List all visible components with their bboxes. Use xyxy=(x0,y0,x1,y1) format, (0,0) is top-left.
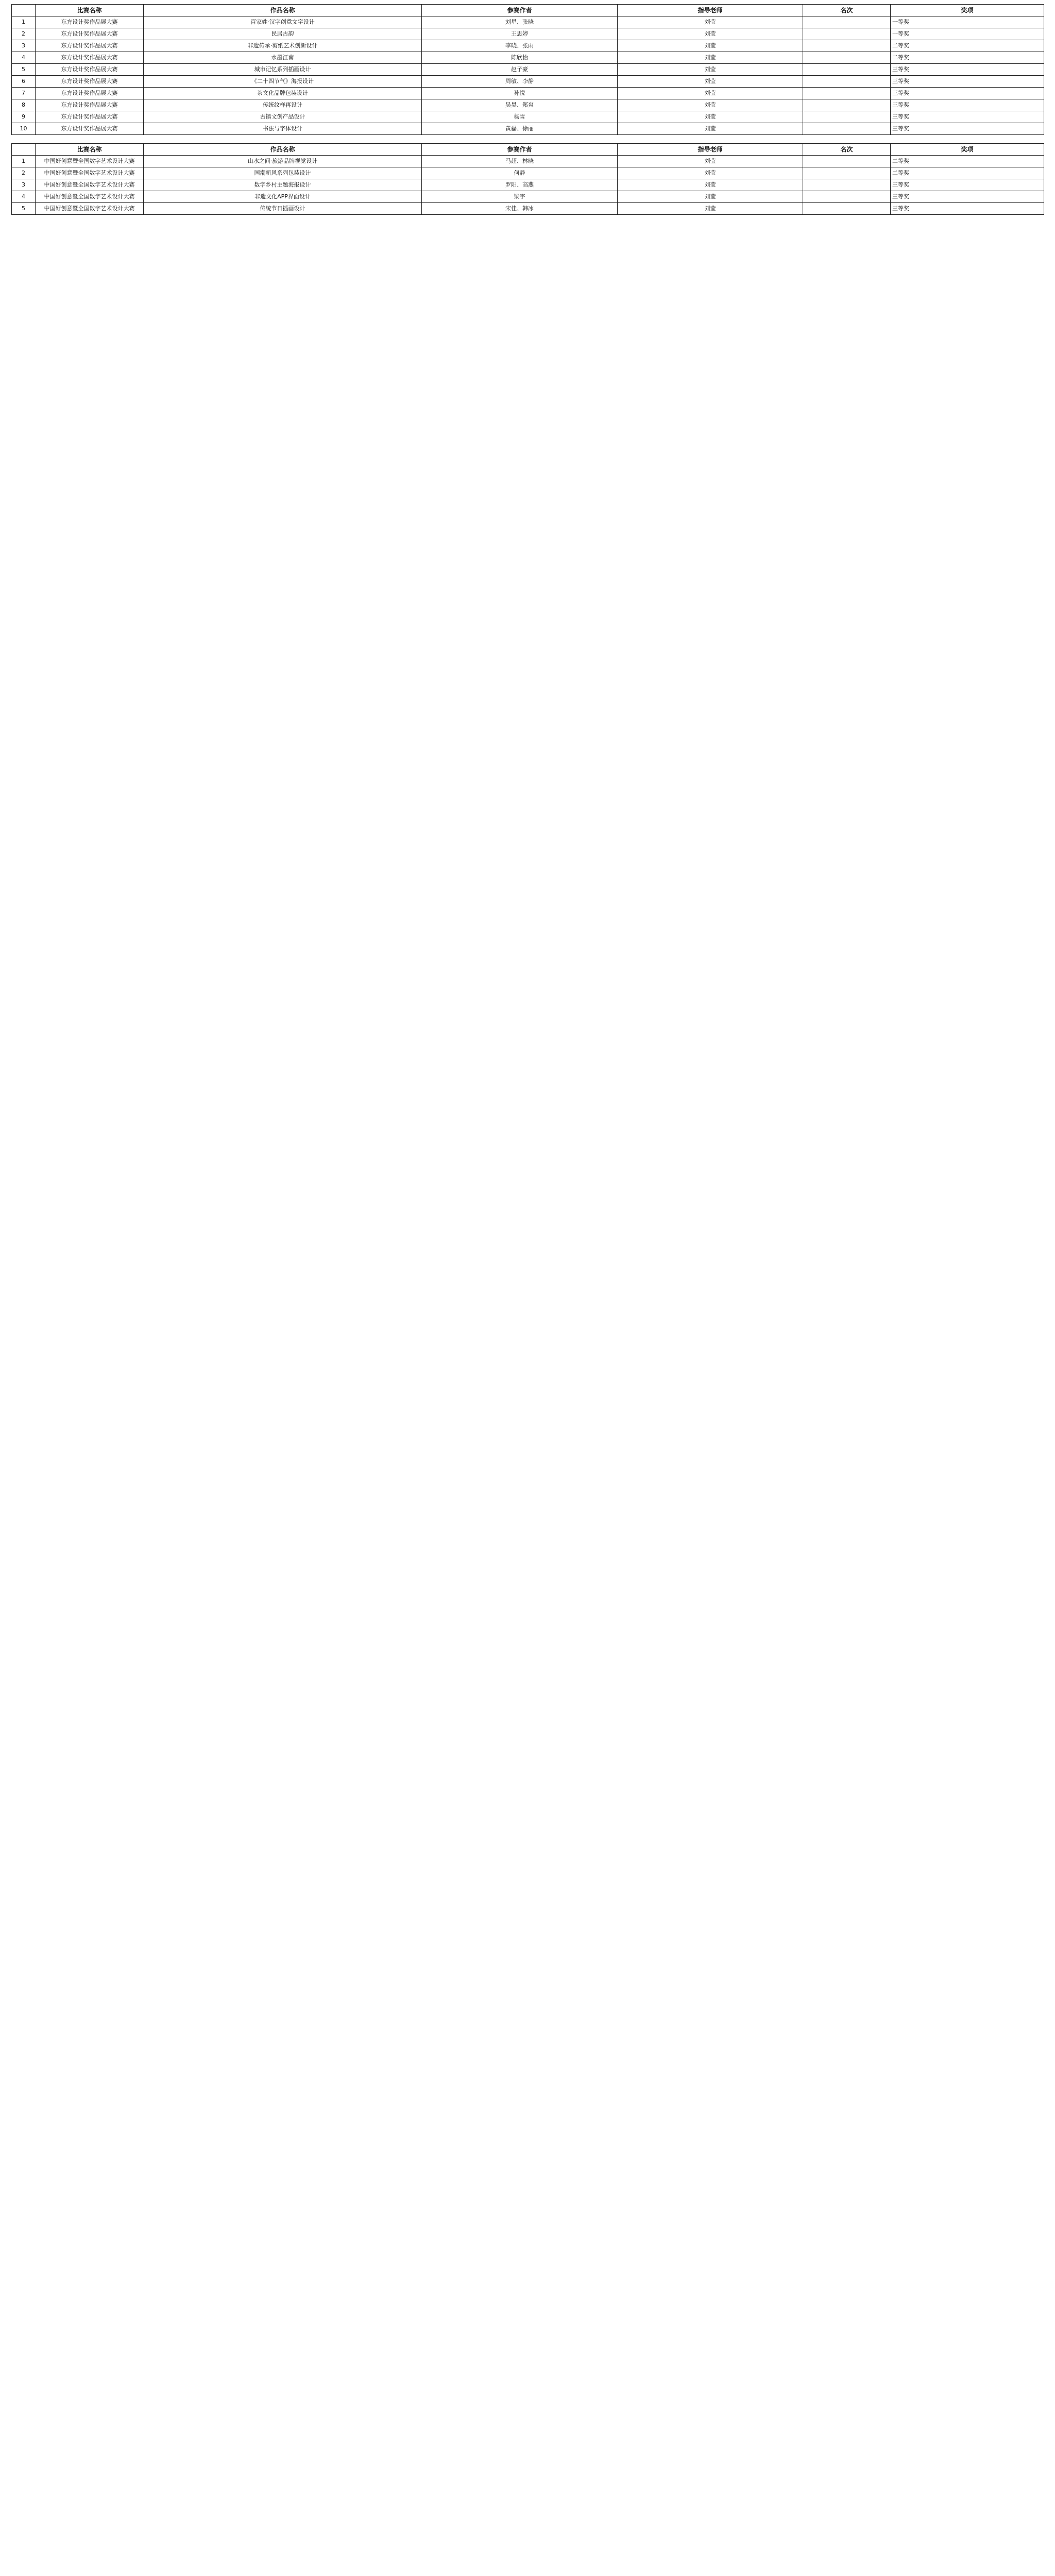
table-cell: 《二十四节气》海报设计 xyxy=(144,76,422,88)
table-cell: 刘莹 xyxy=(618,88,803,99)
table-cell xyxy=(803,16,891,28)
table-cell: 7 xyxy=(12,88,36,99)
table-cell: 刘莹 xyxy=(618,156,803,167)
table-cell: 孙悦 xyxy=(422,88,618,99)
table-cell: 二等奖 xyxy=(891,52,1044,64)
table-cell: 非遗传承·剪纸艺术创新设计 xyxy=(144,40,422,52)
table-row xyxy=(12,99,1044,111)
table-cell: 传统节日插画设计 xyxy=(144,203,422,215)
table-cell: 中国好创意暨全国数字艺术设计大赛 xyxy=(36,203,144,215)
table-cell: 刘莹 xyxy=(618,167,803,179)
table-cell: 4 xyxy=(12,52,36,64)
table-cell: 三等奖 xyxy=(891,76,1044,88)
column-header xyxy=(12,144,36,156)
table-row xyxy=(12,28,1044,40)
table-row xyxy=(12,76,1044,88)
table-cell: 5 xyxy=(12,203,36,215)
table-cell: 1 xyxy=(12,16,36,28)
table-cell: 刘莹 xyxy=(618,111,803,123)
table-cell: 2 xyxy=(12,167,36,179)
table-cell xyxy=(803,40,891,52)
table-cell: 5 xyxy=(12,64,36,76)
table-row xyxy=(12,167,1044,179)
column-header: 名次 xyxy=(803,5,891,16)
table-cell: 刘莹 xyxy=(618,40,803,52)
column-header: 名次 xyxy=(803,144,891,156)
table-row xyxy=(12,203,1044,215)
table-cell: 刘星、张晓 xyxy=(422,16,618,28)
table-cell: 刘莹 xyxy=(618,52,803,64)
column-header: 指导老师 xyxy=(618,5,803,16)
table-cell: 东方设计奖作品展大赛 xyxy=(36,64,144,76)
table-cell xyxy=(803,191,891,203)
table-cell: 中国好创意暨全国数字艺术设计大赛 xyxy=(36,167,144,179)
column-header: 参赛作者 xyxy=(422,5,618,16)
table-row xyxy=(12,52,1044,64)
table-cell: 三等奖 xyxy=(891,191,1044,203)
table-cell: 二等奖 xyxy=(891,167,1044,179)
table-header-row xyxy=(12,5,1044,16)
table-cell xyxy=(803,99,891,111)
table-cell xyxy=(803,64,891,76)
table-cell: 刘莹 xyxy=(618,203,803,215)
awards-table-2 xyxy=(11,143,1044,215)
table-cell xyxy=(803,203,891,215)
column-header: 参赛作者 xyxy=(422,144,618,156)
column-header: 奖项 xyxy=(891,144,1044,156)
table-cell: 三等奖 xyxy=(891,99,1044,111)
table-row xyxy=(12,40,1044,52)
table-row xyxy=(12,88,1044,99)
table-cell: 东方设计奖作品展大赛 xyxy=(36,111,144,123)
table-cell: 10 xyxy=(12,123,36,135)
column-header: 比赛名称 xyxy=(36,5,144,16)
table-cell xyxy=(803,88,891,99)
table-cell: 陈欣怡 xyxy=(422,52,618,64)
table-cell xyxy=(803,167,891,179)
table-cell: 东方设计奖作品展大赛 xyxy=(36,16,144,28)
table-cell: 吴昊、郑爽 xyxy=(422,99,618,111)
table-cell: 刘莹 xyxy=(618,16,803,28)
table-cell: 东方设计奖作品展大赛 xyxy=(36,99,144,111)
table-cell: 二等奖 xyxy=(891,156,1044,167)
table-cell: 中国好创意暨全国数字艺术设计大赛 xyxy=(36,156,144,167)
column-header: 奖项 xyxy=(891,5,1044,16)
table-cell: 梁宇 xyxy=(422,191,618,203)
table-row xyxy=(12,64,1044,76)
table-cell: 一等奖 xyxy=(891,28,1044,40)
table-cell: 王思婷 xyxy=(422,28,618,40)
table-cell xyxy=(803,28,891,40)
table-cell: 民居古韵 xyxy=(144,28,422,40)
table-cell: 东方设计奖作品展大赛 xyxy=(36,52,144,64)
table-cell: 三等奖 xyxy=(891,88,1044,99)
table-cell: 9 xyxy=(12,111,36,123)
table-cell: 中国好创意暨全国数字艺术设计大赛 xyxy=(36,191,144,203)
table-cell: 6 xyxy=(12,76,36,88)
table-cell: 东方设计奖作品展大赛 xyxy=(36,76,144,88)
table-cell xyxy=(803,179,891,191)
table-cell: 2 xyxy=(12,28,36,40)
table-cell: 东方设计奖作品展大赛 xyxy=(36,28,144,40)
table-cell: 山水之间·旅游品牌视觉设计 xyxy=(144,156,422,167)
table-cell: 古镇文创产品设计 xyxy=(144,111,422,123)
table-cell: 二等奖 xyxy=(891,40,1044,52)
table-cell: 茶文化品牌包装设计 xyxy=(144,88,422,99)
table-cell: 东方设计奖作品展大赛 xyxy=(36,123,144,135)
table-cell: 赵子豪 xyxy=(422,64,618,76)
table-cell xyxy=(803,123,891,135)
column-header: 指导老师 xyxy=(618,144,803,156)
table-cell: 刘莹 xyxy=(618,179,803,191)
column-header: 作品名称 xyxy=(144,144,422,156)
table-cell: 刘莹 xyxy=(618,99,803,111)
table-cell: 何静 xyxy=(422,167,618,179)
table-cell: 东方设计奖作品展大赛 xyxy=(36,88,144,99)
table-cell: 李晓、张雨 xyxy=(422,40,618,52)
table-cell: 宋佳、韩冰 xyxy=(422,203,618,215)
table-row xyxy=(12,16,1044,28)
table-cell xyxy=(803,111,891,123)
table-row xyxy=(12,123,1044,135)
table-cell: 8 xyxy=(12,99,36,111)
table-cell: 刘莹 xyxy=(618,76,803,88)
table-cell: 三等奖 xyxy=(891,64,1044,76)
table-cell: 周敏、李静 xyxy=(422,76,618,88)
table-cell: 东方设计奖作品展大赛 xyxy=(36,40,144,52)
table-cell: 1 xyxy=(12,156,36,167)
table-cell: 非遗文化APP界面设计 xyxy=(144,191,422,203)
table-cell: 城市记忆系列插画设计 xyxy=(144,64,422,76)
table-cell: 三等奖 xyxy=(891,111,1044,123)
table-cell: 刘莹 xyxy=(618,64,803,76)
table-cell: 国潮新风系列包装设计 xyxy=(144,167,422,179)
table-cell: 三等奖 xyxy=(891,203,1044,215)
table-row xyxy=(12,111,1044,123)
table-cell xyxy=(803,76,891,88)
column-header: 比赛名称 xyxy=(36,144,144,156)
table-cell: 三等奖 xyxy=(891,179,1044,191)
table-cell: 刘莹 xyxy=(618,191,803,203)
table-cell: 3 xyxy=(12,179,36,191)
table-cell: 黄磊、徐丽 xyxy=(422,123,618,135)
table-cell xyxy=(803,156,891,167)
table-cell: 传统纹样再设计 xyxy=(144,99,422,111)
table-cell xyxy=(803,52,891,64)
spreadsheet xyxy=(11,4,1044,215)
table-cell: 数字乡村主题海报设计 xyxy=(144,179,422,191)
table-cell: 水墨江南 xyxy=(144,52,422,64)
table-cell: 刘莹 xyxy=(618,28,803,40)
table-cell: 4 xyxy=(12,191,36,203)
table-row xyxy=(12,156,1044,167)
table-row xyxy=(12,191,1044,203)
table-cell: 罗阳、高燕 xyxy=(422,179,618,191)
table-cell: 百家姓·汉字创意文字设计 xyxy=(144,16,422,28)
awards-table-1 xyxy=(11,4,1044,135)
column-header xyxy=(12,5,36,16)
column-header: 作品名称 xyxy=(144,5,422,16)
table-header-row xyxy=(12,144,1044,156)
table-cell: 中国好创意暨全国数字艺术设计大赛 xyxy=(36,179,144,191)
table-cell: 一等奖 xyxy=(891,16,1044,28)
table-cell: 书法与字体设计 xyxy=(144,123,422,135)
table-cell: 马超、林晓 xyxy=(422,156,618,167)
table-cell: 3 xyxy=(12,40,36,52)
table-cell: 刘莹 xyxy=(618,123,803,135)
table-row xyxy=(12,179,1044,191)
table-cell: 杨雪 xyxy=(422,111,618,123)
table-cell: 三等奖 xyxy=(891,123,1044,135)
